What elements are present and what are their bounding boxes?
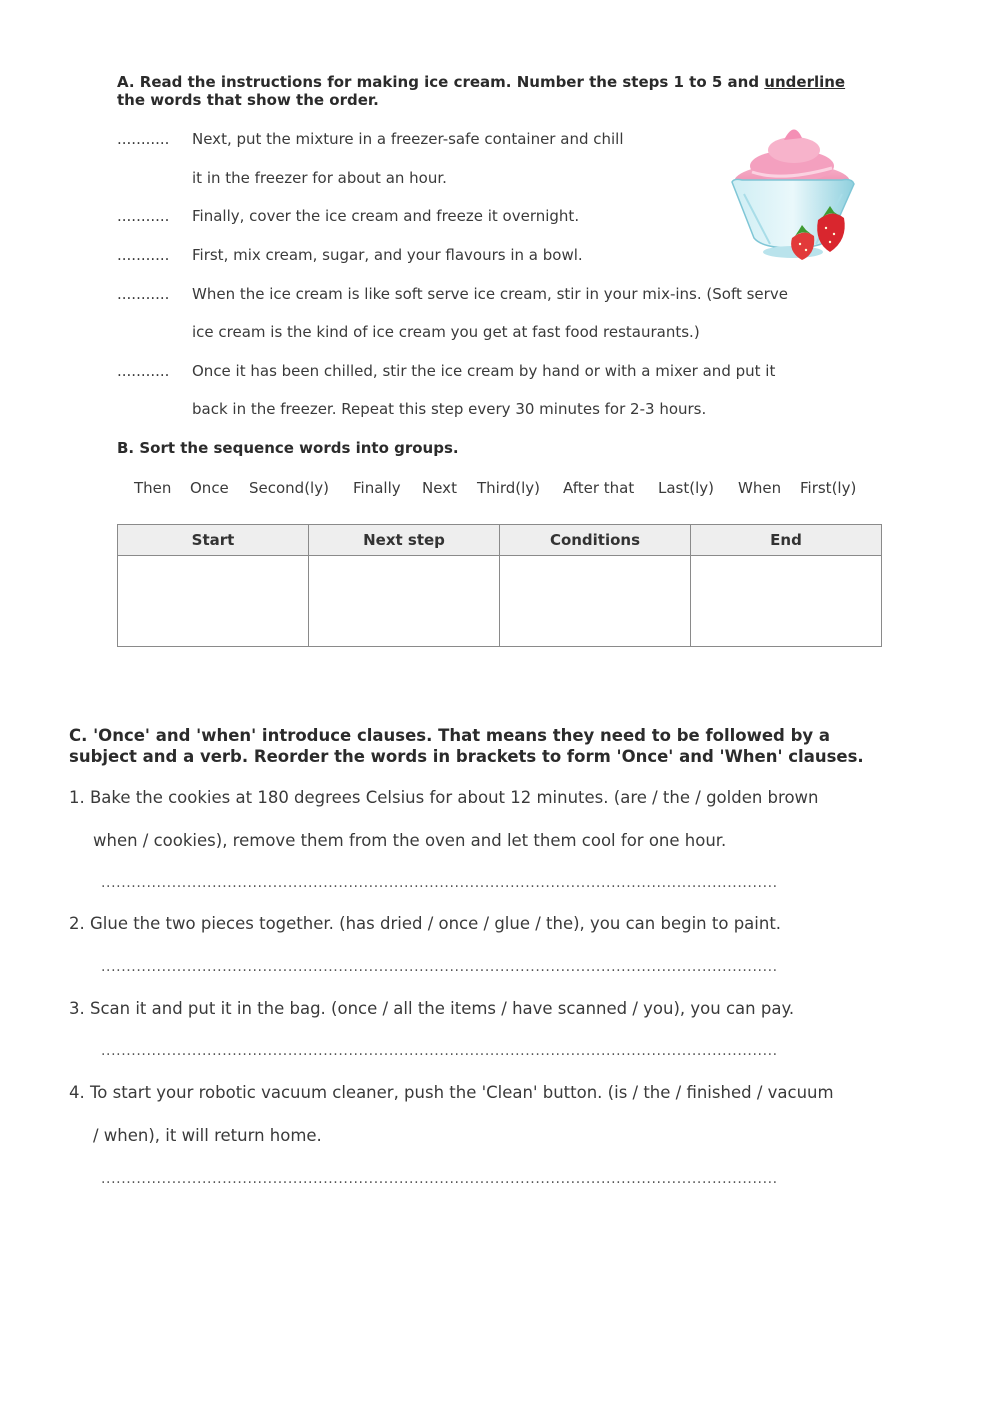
step-5 [117, 361, 775, 381]
section-c-heading [69, 725, 949, 767]
step-3 [117, 245, 583, 265]
answer-line-1[interactable]: ...................................................................................................................................... [101, 875, 778, 891]
exercise-1-continued: when / cookies), remove them from the oven and let them cool for one hour. [93, 831, 727, 850]
word-lastly: Last(ly) [658, 479, 714, 497]
word-thirdly: Third(ly) [477, 479, 541, 497]
step-1-continued: it in the freezer for about an hour. [192, 169, 447, 187]
section-c-heading-line-1: C. 'Once' and 'when' introduce clauses. That means they need to be followed by a [69, 726, 831, 745]
section-a-heading [117, 73, 897, 109]
step-text: Once it has been chilled, stir the ice cream by hand or with a mixer and put it [192, 362, 776, 380]
word-finally: Finally [353, 479, 401, 497]
number-blank[interactable]: ........... [117, 130, 170, 148]
step-text: When the ice cream is like soft serve ice cream, stir in your mix-ins. (Soft serve [192, 285, 788, 303]
number-blank[interactable]: ........... [117, 285, 170, 303]
word-then: Then [134, 479, 172, 497]
number-blank[interactable]: ........... [117, 207, 170, 225]
number-blank[interactable]: ........... [117, 362, 170, 380]
cell-start[interactable] [118, 556, 309, 647]
step-text: Next, put the mixture in a freezer-safe container and chill [192, 130, 624, 148]
exercise-4: 4. To start your robotic vacuum cleaner, push the 'Clean' button. (is / the / finished / vacuum [69, 1083, 834, 1102]
exercise-1: 1. Bake the cookies at 180 degrees Celsius for about 12 minutes. (are / the / golden brown [69, 788, 819, 807]
step-1 [117, 129, 624, 149]
word-when: When [738, 479, 782, 497]
word-bank [0, 479, 1000, 499]
sort-table [117, 524, 882, 647]
word-firstly: First(ly) [800, 479, 857, 497]
section-c-heading-line-2: subject and a verb. Reorder the words in brackets to form 'Once' and 'When' clauses. [69, 747, 864, 766]
column-header-next-step: Next step [309, 525, 500, 556]
step-4-continued: ice cream is the kind of ice cream you get at fast food restaurants.) [192, 323, 700, 341]
step-text: First, mix cream, sugar, and your flavours in a bowl. [192, 246, 583, 264]
section-a-heading-text: A. Read the instructions for making ice cream. Number the steps 1 to 5 and [117, 73, 765, 91]
word-after-that: After that [563, 479, 635, 497]
number-blank[interactable]: ........... [117, 246, 170, 264]
answer-line-3[interactable]: ...................................................................................................................................... [101, 1043, 778, 1059]
word-once: Once [190, 479, 229, 497]
step-5-continued: back in the freezer. Repeat this step every 30 minutes for 2-3 hours. [192, 400, 707, 418]
step-2 [117, 206, 579, 226]
step-4 [117, 284, 788, 304]
section-a-heading-text-2: the words that show the order. [117, 91, 379, 109]
cell-end[interactable] [691, 556, 882, 647]
section-b-heading: B. Sort the sequence words into groups. [117, 439, 459, 457]
column-header-end: End [691, 525, 882, 556]
underline-word: underline [764, 73, 846, 91]
column-header-conditions: Conditions [500, 525, 691, 556]
cell-conditions[interactable] [500, 556, 691, 647]
cell-next-step[interactable] [309, 556, 500, 647]
answer-line-4[interactable]: ...................................................................................................................................... [101, 1171, 778, 1187]
step-text: Finally, cover the ice cream and freeze it overnight. [192, 207, 580, 225]
answer-line-2[interactable]: ...................................................................................................................................... [101, 959, 778, 975]
exercise-4-continued: / when), it will return home. [93, 1126, 322, 1145]
column-header-start: Start [118, 525, 309, 556]
exercise-2: 2. Glue the two pieces together. (has dried / once / glue / the), you can begin to paint. [69, 914, 782, 933]
exercise-3: 3. Scan it and put it in the bag. (once / all the items / have scanned / you), you can pay. [69, 999, 795, 1018]
ice-cream-icon [722, 120, 872, 270]
word-next: Next [422, 479, 457, 497]
word-secondly: Second(ly) [249, 479, 329, 497]
